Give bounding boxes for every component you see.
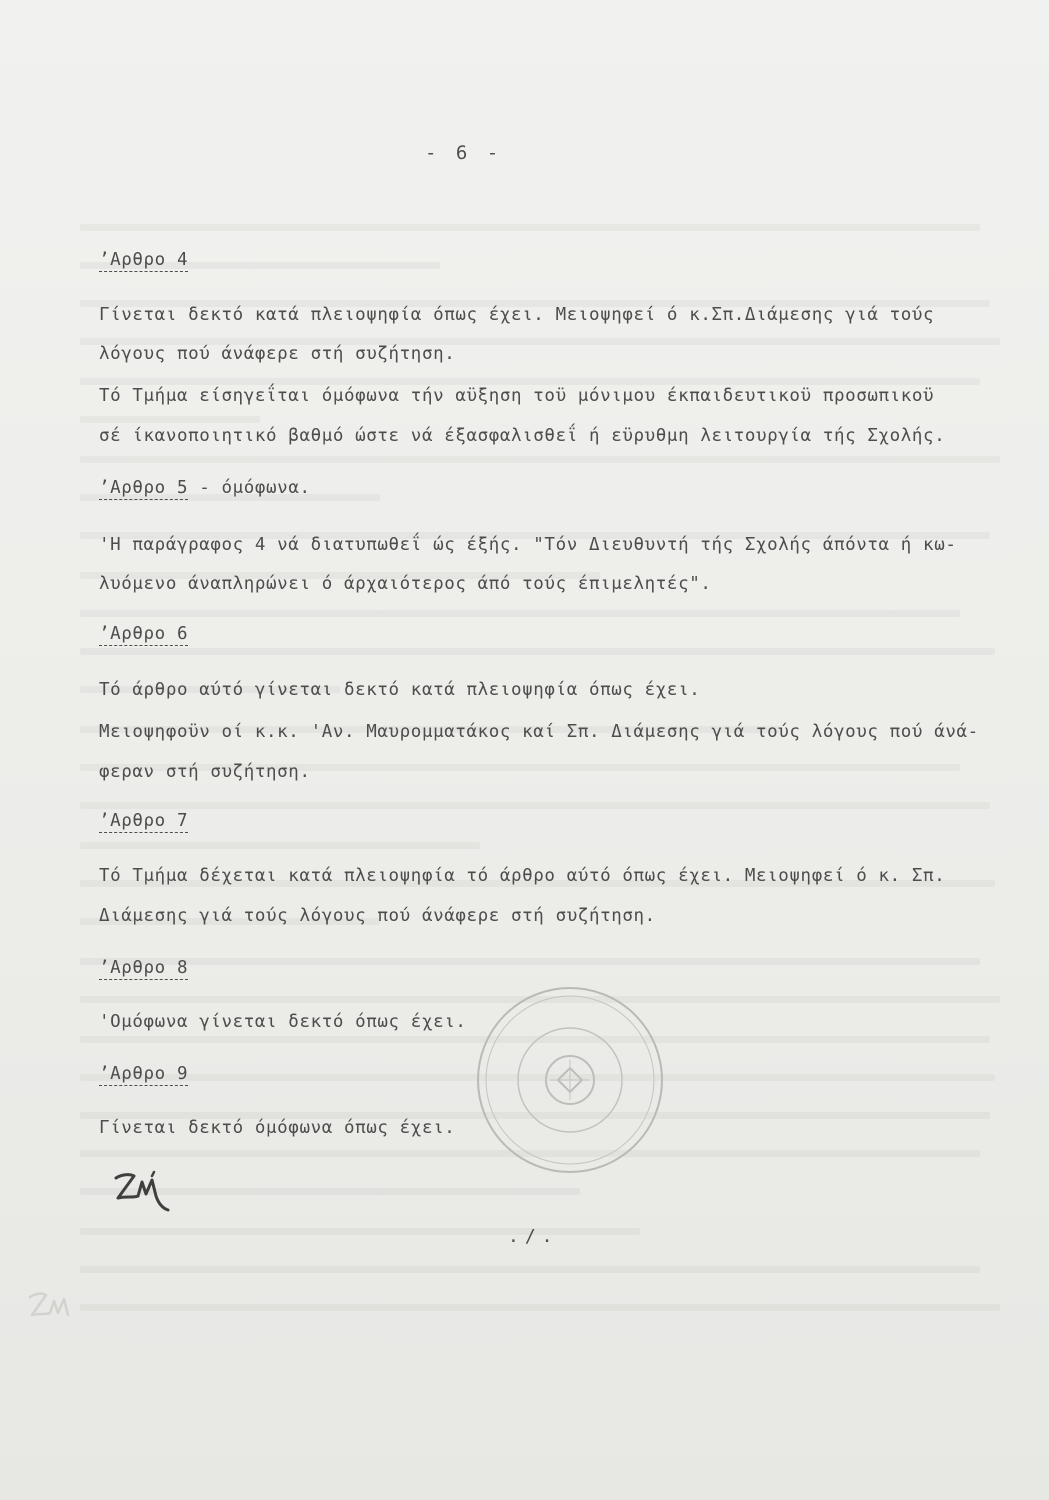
show-through	[80, 378, 980, 385]
article-6-heading: ’Αρθρο 6	[99, 624, 189, 644]
text-line: Τό Τμήμα δέχεται κατά πλειοψηφία τό άρθρο αύτό όπως έχει. Μειοψηφεί ό κ. Σπ.	[99, 866, 946, 886]
text-line: Τό άρθρο αύτό γίνεται δεκτό κατά πλειοψηφία όπως έχει.	[99, 680, 701, 700]
show-through	[80, 1304, 1000, 1311]
text-line: 'Η παράγραφος 4 νά διατυπωθεΐ ώς έξής. "Τόν Διευθυντή τής Σχολής άπόντα ή κω-	[99, 535, 957, 555]
show-through	[80, 1266, 980, 1273]
show-through	[80, 802, 990, 809]
show-through	[80, 224, 980, 231]
text-line: Μειοψηφοϋν οί κ.κ. 'Αν. Μαυρομματάκος καί Σπ. Διάμεσης γιά τούς λόγους πού άνά-	[99, 722, 979, 742]
text-line: φεραν στή συζήτηση.	[99, 762, 311, 782]
show-through	[80, 648, 995, 655]
page-number: - 6 -	[425, 142, 503, 164]
article-7-heading: ’Αρθρο 7	[99, 811, 189, 831]
show-through	[80, 842, 480, 849]
text-line: Διάμεσης γιά τούς λόγους πού άνάφερε στή συζήτηση.	[99, 906, 656, 926]
handwritten-initials-icon	[108, 1168, 178, 1214]
official-seal-icon	[470, 980, 670, 1180]
show-through	[80, 610, 960, 617]
text-line: σέ ίκανοποιητικό βαθμό ώστε νά έξασφαλισθεΐ ή εϋρυθμη λειτουργία τής Σχολής.	[99, 426, 946, 446]
article-8-heading: ’Αρθρο 8	[99, 958, 189, 978]
continuation-mark: ./.	[508, 1226, 559, 1247]
article-5-line	[99, 478, 311, 498]
text-line: λόγους πού άνάφερε στή συζήτηση.	[99, 344, 456, 364]
article-5-heading: ’Αρθρο 5	[99, 478, 189, 498]
text-line: Γίνεται δεκτό κατά πλειοψηφία όπως έχει. Μειοψηφεί ό κ.Σπ.Διάμεσης γιά τούς	[99, 305, 935, 325]
article-9-heading: ’Αρθρο 9	[99, 1064, 189, 1084]
show-through	[80, 456, 1000, 463]
text-line: Τό Τμήμα είσηγεΐται όμόφωνα τήν αϋξηση τοϋ μόνιμου έκπαιδευτικοϋ προσωπικοϋ	[99, 386, 935, 406]
article-4-heading: ’Αρθρο 4	[99, 250, 189, 270]
text-line: 'Ομόφωνα γίνεται δεκτό όπως έχει.	[99, 1012, 467, 1032]
text-line: Γίνεται δεκτό όμόφωνα όπως έχει.	[99, 1118, 456, 1138]
text-line: λυόμενο άναπληρώνει ό άρχαιότερος άπό τούς έπιμελητές".	[99, 574, 712, 594]
faint-initials-icon	[22, 1285, 82, 1330]
show-through	[80, 416, 260, 423]
show-through	[80, 958, 980, 965]
article-5-verdict: - όμόφωνα.	[188, 478, 311, 498]
